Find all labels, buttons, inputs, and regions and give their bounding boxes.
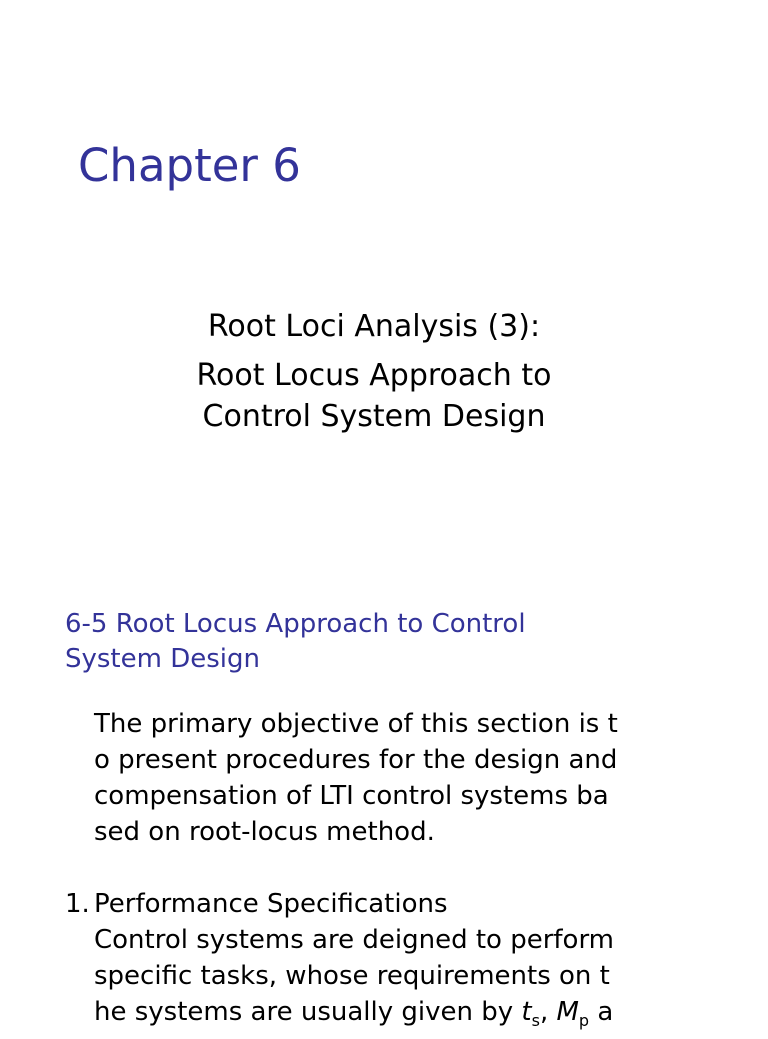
intro-line: o present procedures for the design and — [94, 745, 618, 775]
list-item-line: Control systems are deigned to perform — [94, 925, 615, 955]
intro-line: compensation of LTI control systems ba — [94, 781, 609, 811]
subtitle-line-3: Control System Design — [202, 399, 546, 434]
last-line-prefix: he systems are usually given by — [94, 997, 522, 1027]
intro-paragraph — [94, 706, 618, 850]
list-number: 1. — [65, 889, 90, 919]
max-overshoot-symbol: $M_p$ — [556, 997, 590, 1030]
section-heading-line-2: System Design — [65, 644, 260, 674]
intro-line: sed on root-locus method. — [94, 817, 435, 847]
section-heading-line-1: 6-5 Root Locus Approach to Control — [65, 609, 526, 639]
intro-line: The primary objective of this section is t — [94, 709, 618, 739]
separator: , — [539, 997, 557, 1027]
list-item-body — [94, 886, 614, 1039]
settling-time-symbol: $t_s$ — [521, 997, 540, 1030]
last-line-suffix: a — [589, 997, 614, 1027]
list-item-last-line — [94, 994, 614, 1039]
subtitle-line-1: Root Loci Analysis (3): — [207, 309, 541, 344]
list-item-title: Performance Specifications — [94, 889, 448, 919]
section-heading — [65, 607, 705, 677]
chapter-title: Chapter 6 — [78, 139, 301, 192]
subtitle-line-2: Root Locus Approach to — [196, 358, 552, 393]
list-item-line: specific tasks, whose requirements on t — [94, 961, 610, 991]
